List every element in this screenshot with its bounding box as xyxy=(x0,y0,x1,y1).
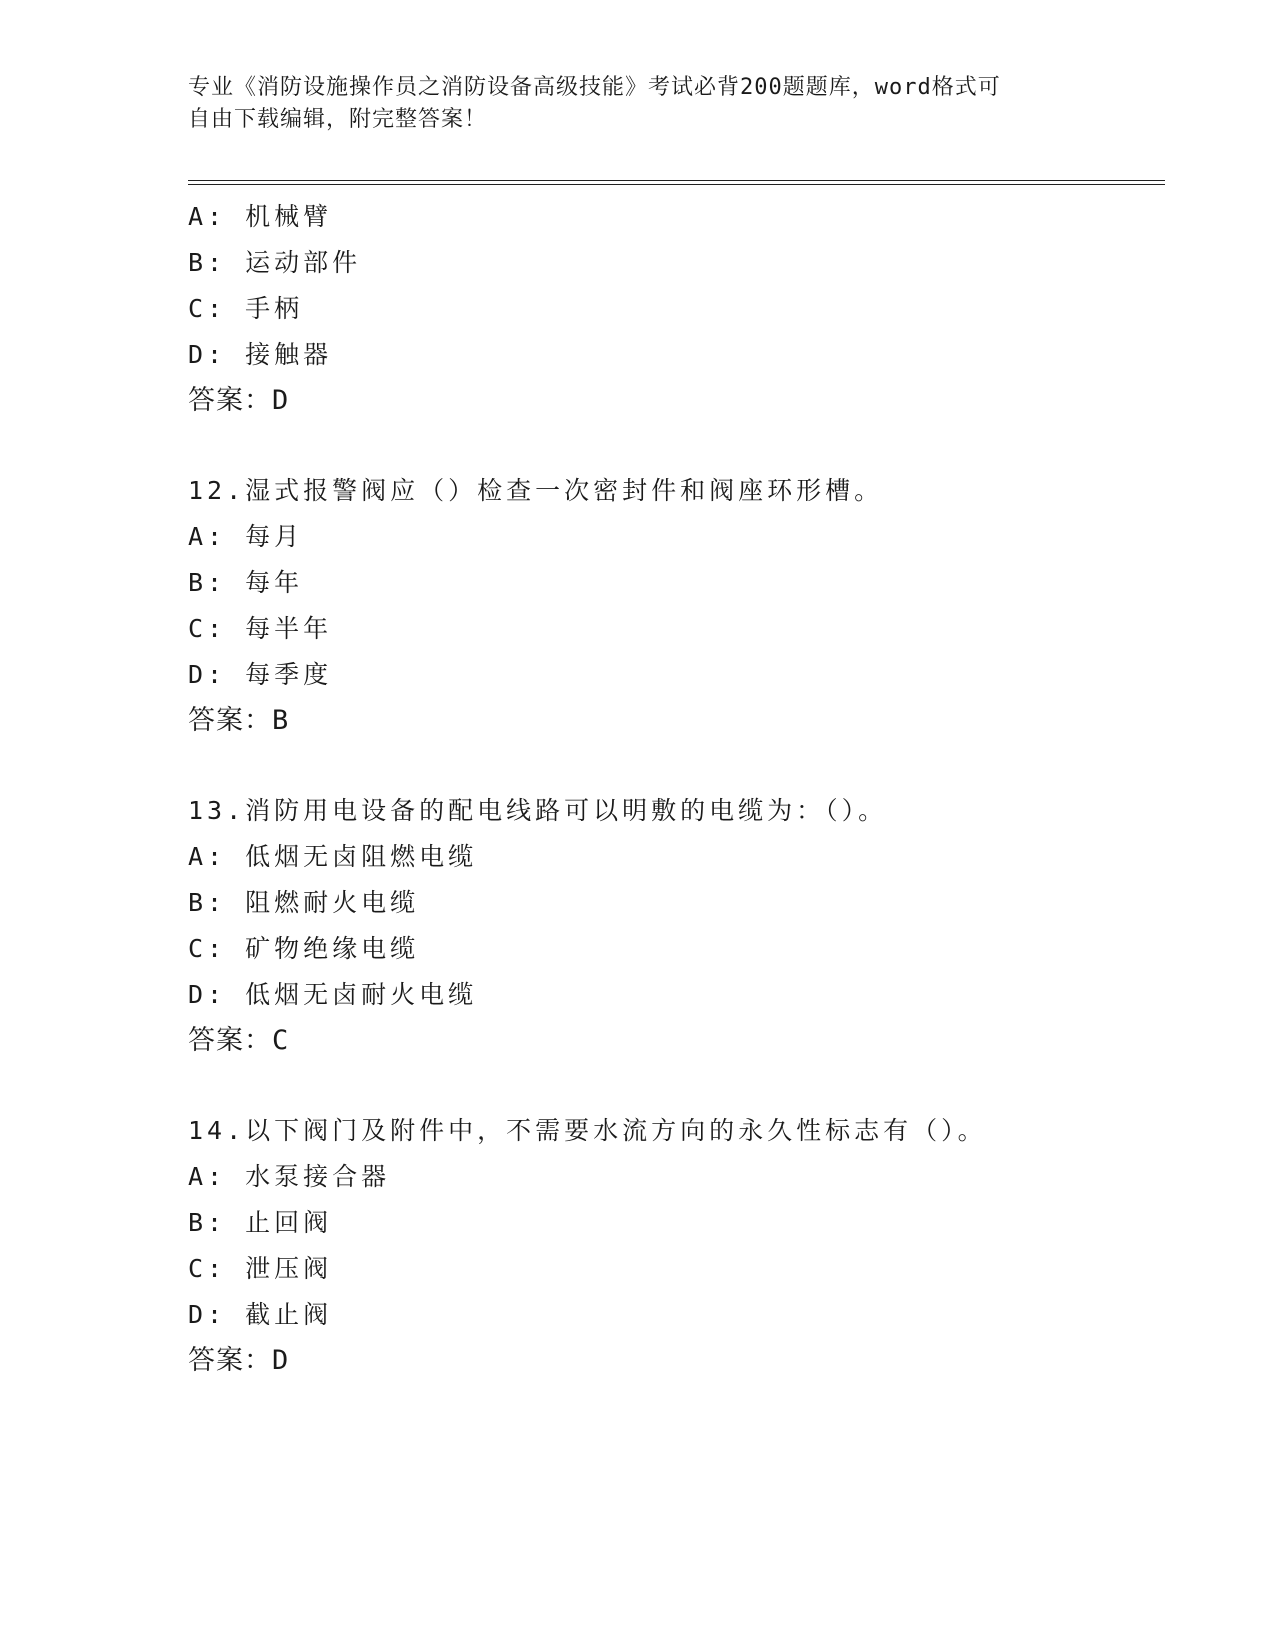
question-stem: 12.湿式报警阀应（）检查一次密封件和阀座环形槽。 xyxy=(188,476,884,505)
document-header xyxy=(188,72,1088,136)
option-b: B: 运动部件 xyxy=(188,248,362,277)
question-13 xyxy=(188,788,1165,1064)
question-stem: 13.消防用电设备的配电线路可以明敷的电缆为：（）。 xyxy=(188,796,888,825)
question-14 xyxy=(188,1108,1165,1384)
answer-line: 答案：C xyxy=(188,1025,290,1056)
answer-line: 答案：B xyxy=(188,705,290,736)
header-line-2: 自由下载编辑，附完整答案！ xyxy=(188,107,488,132)
option-d: D: 接触器 xyxy=(188,340,333,369)
spacer xyxy=(188,1064,1165,1108)
spacer xyxy=(188,424,1165,468)
option-d: D: 低烟无卤耐火电缆 xyxy=(188,980,478,1009)
question-list xyxy=(188,194,1165,1384)
option-b: B: 阻燃耐火电缆 xyxy=(188,888,420,917)
header-divider-bottom xyxy=(188,184,1165,185)
option-c: C: 泄压阀 xyxy=(188,1254,333,1283)
option-d: D: 每季度 xyxy=(188,660,333,689)
option-b: B: 每年 xyxy=(188,568,304,597)
option-a: A: 低烟无卤阻燃电缆 xyxy=(188,842,478,871)
option-c: C: 手柄 xyxy=(188,294,304,323)
question-12 xyxy=(188,468,1165,744)
option-a: A: 每月 xyxy=(188,522,304,551)
header-line-1: 专业《消防设施操作员之消防设备高级技能》考试必背200题题库，word格式可 xyxy=(188,75,1001,100)
question-stem: 14.以下阀门及附件中，不需要水流方向的永久性标志有（）。 xyxy=(188,1116,987,1145)
question-11-partial xyxy=(188,194,1165,424)
option-c: C: 矿物绝缘电缆 xyxy=(188,934,420,963)
option-b: B: 止回阀 xyxy=(188,1208,333,1237)
option-d: D: 截止阀 xyxy=(188,1300,333,1329)
option-a: A: 水泵接合器 xyxy=(188,1162,391,1191)
option-a: A: 机械臂 xyxy=(188,202,333,231)
spacer xyxy=(188,744,1165,788)
header-divider-top xyxy=(188,180,1165,181)
option-c: C: 每半年 xyxy=(188,614,333,643)
answer-line: 答案：D xyxy=(188,1345,290,1376)
answer-line: 答案：D xyxy=(188,385,290,416)
